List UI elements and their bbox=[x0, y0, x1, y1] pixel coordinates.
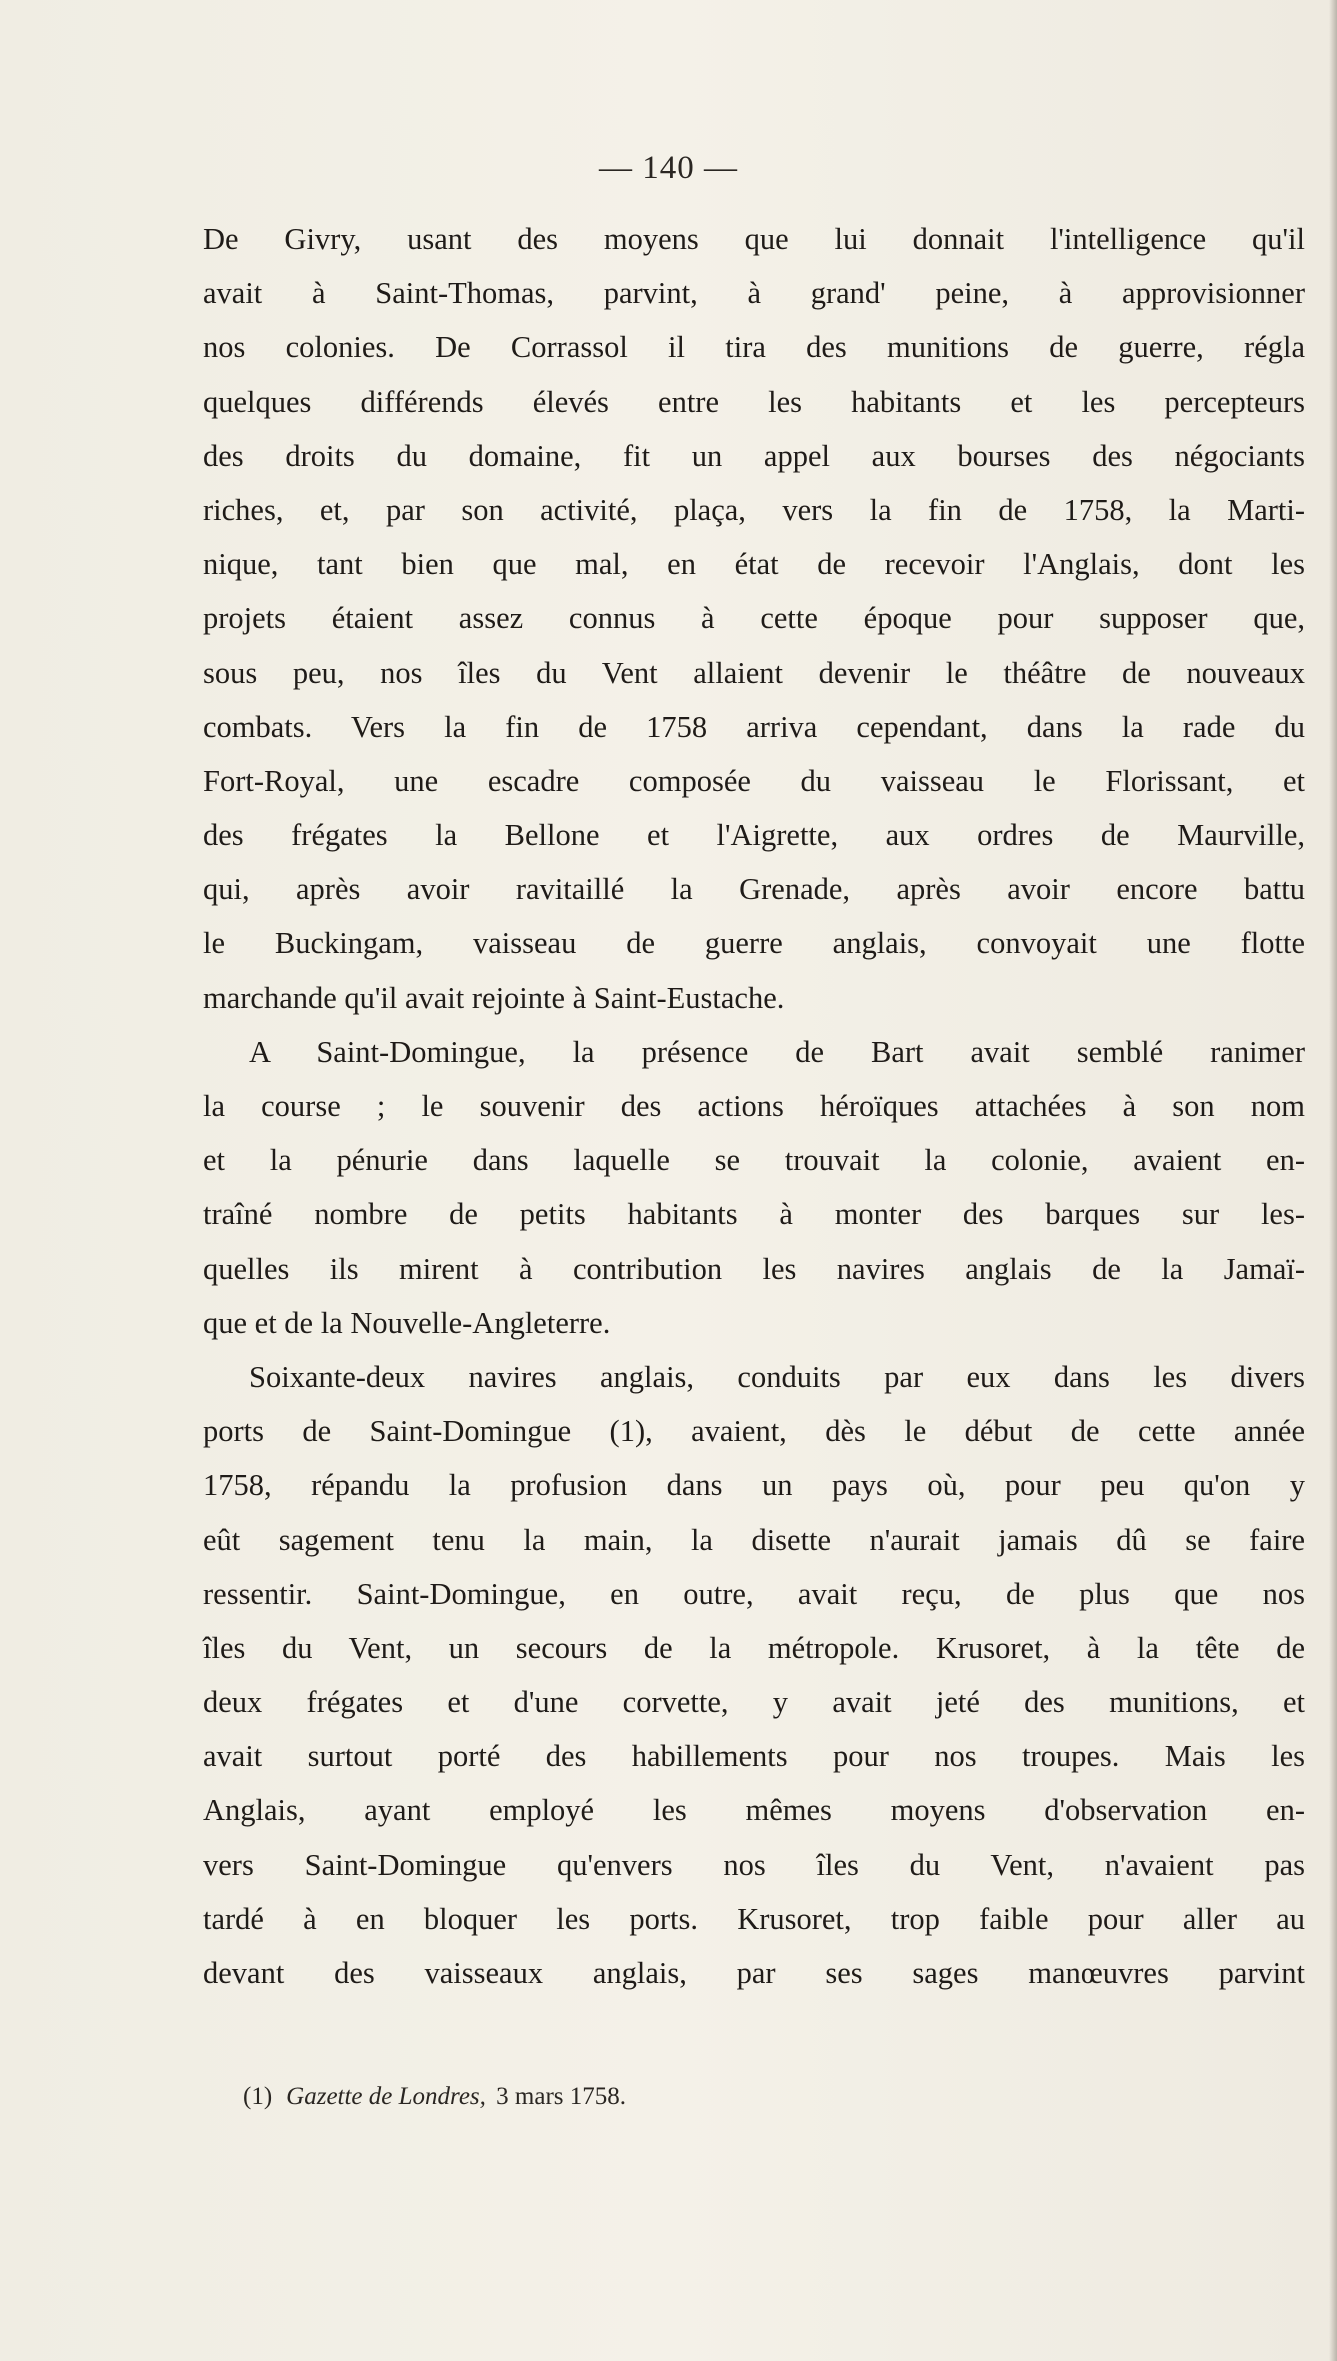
body-text bbox=[203, 212, 1305, 2000]
text-line: devant des vaisseaux anglais, par ses sages manœuvres parvint bbox=[203, 1956, 1305, 1990]
text-line: ressentir. Saint-Domingue, en outre, avait reçu, de plus que nos bbox=[203, 1576, 1305, 1611]
text-line: avait surtout porté des habillements pour nos troupes. Mais les bbox=[203, 1739, 1305, 1774]
text-line: Anglais, ayant employé les mêmes moyens d'observation en- bbox=[203, 1793, 1305, 1828]
text-line: deux frégates et d'une corvette, y avait jeté des munitions, et bbox=[203, 1685, 1305, 1720]
text-line: îles du Vent, un secours de la métropole. Krusoret, à la tête de bbox=[203, 1630, 1305, 1665]
text-line: riches, et, par son activité, plaça, vers la fin de 1758, la Marti- bbox=[203, 492, 1305, 527]
text-line: Soixante-deux navires anglais, conduits par eux dans les divers bbox=[249, 1359, 1305, 1394]
text-line: que et de la Nouvelle-Angleterre. bbox=[203, 1305, 611, 1340]
text-line: A Saint-Domingue, la présence de Bart avait semblé ranimer bbox=[249, 1034, 1305, 1069]
text-line: Fort-Royal, une escadre composée du vaisseau le Florissant, et bbox=[203, 763, 1305, 798]
footnote-date: 3 mars 1758. bbox=[496, 2083, 627, 2110]
text-line: traîné nombre de petits habitants à monter des barques sur les- bbox=[203, 1197, 1305, 1232]
footnote-source: Gazette de Londres, bbox=[286, 2083, 486, 2110]
text-line: 1758, répandu la profusion dans un pays où, pour peu qu'on y bbox=[203, 1468, 1305, 1503]
text-line: le Buckingam, vaisseau de guerre anglais, convoyait une flotte bbox=[203, 926, 1305, 961]
text-line: qui, après avoir ravitaillé la Grenade, après avoir encore battu bbox=[203, 872, 1305, 907]
footnote bbox=[243, 2083, 626, 2111]
page-number: — 140 — bbox=[599, 150, 738, 186]
text-line: quelques différends élevés entre les habitants et les percepteurs bbox=[203, 384, 1305, 419]
text-line: eût sagement tenu la main, la disette n'aurait jamais dû se faire bbox=[203, 1522, 1305, 1557]
text-line: sous peu, nos îles du Vent allaient devenir le théâtre de nouveaux bbox=[203, 655, 1305, 690]
text-line: nique, tant bien que mal, en état de recevoir l'Anglais, dont les bbox=[203, 547, 1305, 582]
page-edge-shadow bbox=[1329, 0, 1337, 2361]
text-line: vers Saint-Domingue qu'envers nos îles du Vent, n'avaient pas bbox=[203, 1847, 1305, 1882]
text-line: et la pénurie dans laquelle se trouvait la colonie, avaient en- bbox=[203, 1143, 1305, 1178]
text-line: des frégates la Bellone et l'Aigrette, aux ordres de Maurville, bbox=[203, 818, 1305, 853]
text-line: ports de Saint-Domingue (1), avaient, dès le début de cette année bbox=[203, 1414, 1305, 1449]
text-line: De Givry, usant des moyens que lui donnait l'intelligence qu'il bbox=[203, 222, 1305, 256]
text-line: tardé à en bloquer les ports. Krusoret, trop faible pour aller au bbox=[203, 1901, 1305, 1936]
text-line: combats. Vers la fin de 1758 arriva cependant, dans la rade du bbox=[203, 709, 1305, 744]
text-line: projets étaient assez connus à cette époque pour supposer que, bbox=[203, 601, 1305, 636]
footnote-label: (1) bbox=[243, 2083, 273, 2110]
text-line: nos colonies. De Corrassol il tira des munitions de guerre, régla bbox=[203, 330, 1305, 365]
text-line: des droits du domaine, fit un appel aux bourses des négociants bbox=[203, 438, 1305, 473]
text-line: la course ; le souvenir des actions héroïques attachées à son nom bbox=[203, 1089, 1305, 1123]
text-line: avait à Saint-Thomas, parvint, à grand' peine, à approvisionner bbox=[203, 276, 1305, 311]
text-line: quelles ils mirent à contribution les navires anglais de la Jamaï- bbox=[203, 1251, 1305, 1286]
text-line: marchande qu'il avait rejointe à Saint-Eustache. bbox=[203, 980, 785, 1015]
